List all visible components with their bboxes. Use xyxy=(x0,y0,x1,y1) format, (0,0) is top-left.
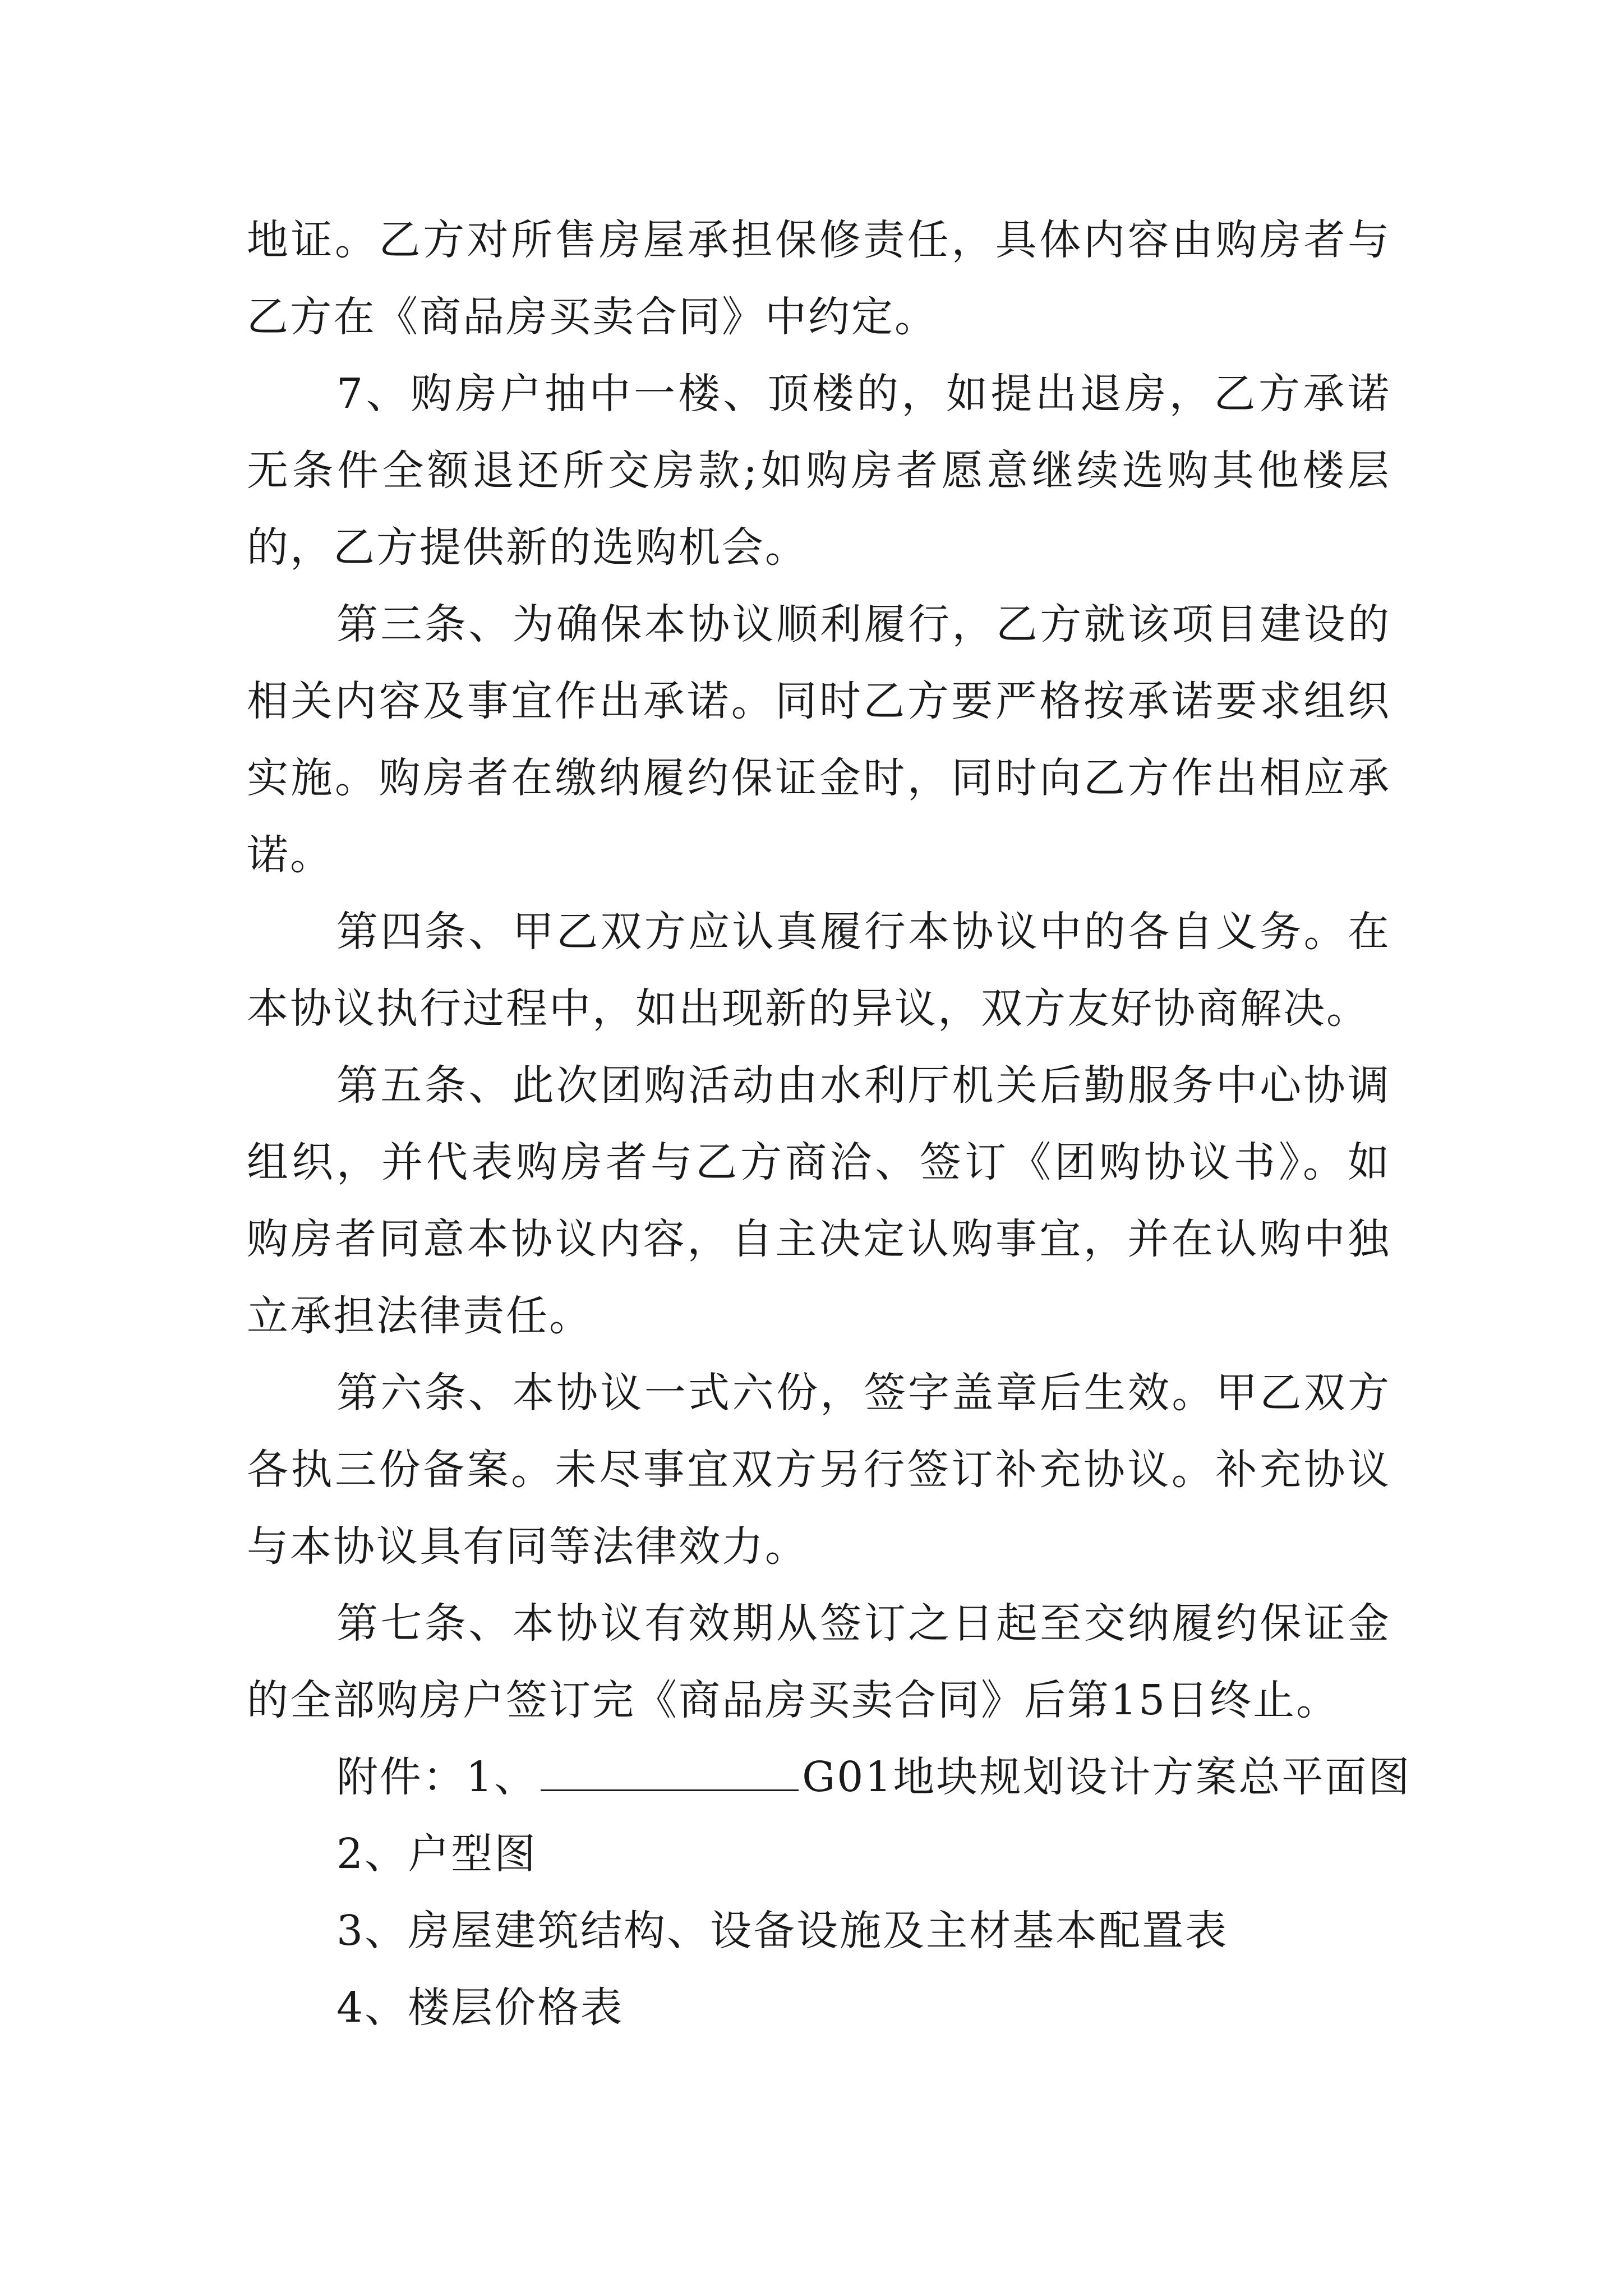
document-page xyxy=(247,202,1412,2046)
attachment-1-title: G01地块规划设计方案总平面图 xyxy=(802,1753,1412,1801)
paragraph-item-7: 7、购房户抽中一楼、顶楼的，如提出退房，乙方承诺无条件全额退还所交房款;如购房者愿意继续选购其他楼层的，乙方提供新的选购机会。 xyxy=(247,370,1391,572)
paragraph-article-3: 第三条、为确保本协议顺利履行，乙方就该项目建设的相关内容及事宜作出承诺。同时乙方要严格按承诺要求组织实施。购房者在缴纳履约保证金时，同时向乙方作出相应承诺。 xyxy=(247,600,1391,879)
attachment-3: 3、房屋建筑结构、设备设施及主材基本配置表 xyxy=(336,1907,1229,1955)
fill-in-blank xyxy=(541,1756,799,1791)
attachment-1 xyxy=(247,1739,1412,1816)
paragraph-article-7: 第七条、本协议有效期从签订之日起至交纳履约保证金的全部购房户签订完《商品房买卖合同》后第15日终止。 xyxy=(247,1599,1391,1724)
attachment-4: 4、楼层价格表 xyxy=(336,1984,624,2032)
paragraph-article-6: 第六条、本协议一式六份，签字盖章后生效。甲乙双方各执三份备案。未尽事宜双方另行签订补充协议。补充协议与本协议具有同等法律效力。 xyxy=(247,1369,1391,1571)
paragraph-warranty: 地证。乙方对所售房屋承担保修责任，具体内容由购房者与乙方在《商品房买卖合同》中约定。 xyxy=(247,216,1391,341)
attachment-2: 2、户型图 xyxy=(336,1830,538,1878)
paragraph-article-4: 第四条、甲乙双方应认真履行本协议中的各自义务。在本协议执行过程中，如出现新的异议，双方友好协商解决。 xyxy=(247,908,1391,1033)
attachment-1-prefix: 附件：1、 xyxy=(336,1753,538,1801)
paragraph-article-5: 第五条、此次团购活动由水利厅机关后勤服务中心协调组织，并代表购房者与乙方商洽、签订《团购协议书》。如购房者同意本协议内容，自主决定认购事宜，并在认购中独立承担法律责任。 xyxy=(247,1061,1391,1340)
